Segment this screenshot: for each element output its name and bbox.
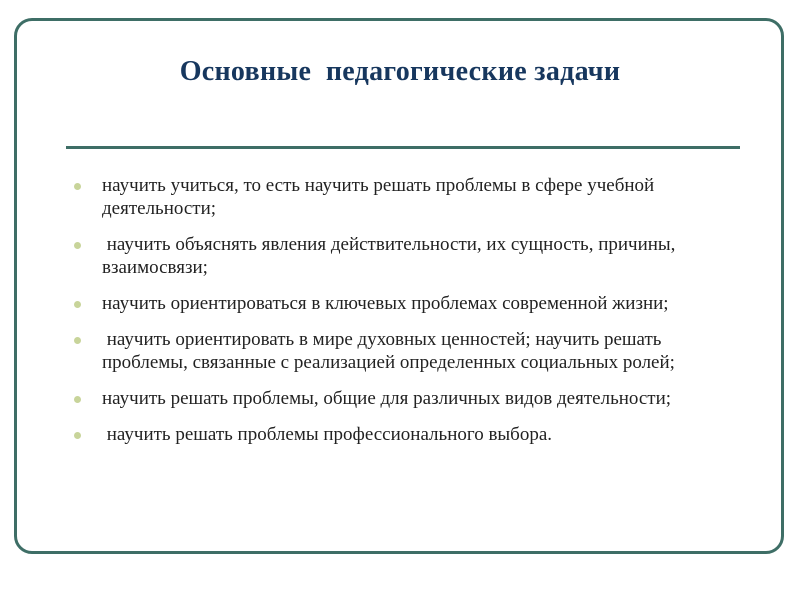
- title-divider: [66, 146, 740, 149]
- bullet-item: [72, 174, 732, 220]
- bullet-dot-icon: [74, 242, 81, 249]
- bullet-dot-icon: [74, 183, 81, 190]
- slide-title: Основные педагогические задачи: [179, 56, 621, 87]
- bullet-item: [72, 387, 732, 410]
- bullet-dot-icon: [74, 337, 81, 344]
- bullet-text: научить решать проблемы профессионального выбора.: [102, 424, 553, 445]
- bullet-dot-icon: [74, 432, 81, 439]
- bullet-item: [72, 233, 732, 279]
- bullet-item: [72, 292, 732, 315]
- bullet-list: [72, 174, 732, 459]
- bullet-dot-icon: [74, 396, 81, 403]
- bullet-text: научить ориентировать в мире духовных ценностей; научить решать проблемы, связанные с реализацией определенных социальных ролей;: [102, 329, 675, 373]
- bullet-text: научить решать проблемы, общие для различных видов деятельности;: [102, 388, 672, 409]
- bullet-text: научить учиться, то есть научить решать проблемы в сфере учебной деятельности;: [102, 175, 659, 219]
- bullet-text: научить ориентироваться в ключевых проблемах современной жизни;: [102, 293, 669, 314]
- bullet-item: [72, 328, 732, 374]
- bullet-item: [72, 423, 732, 446]
- bullet-dot-icon: [74, 301, 81, 308]
- bullet-text: научить объяснять явления действительности, их сущность, причины, взаимосвязи;: [102, 234, 681, 278]
